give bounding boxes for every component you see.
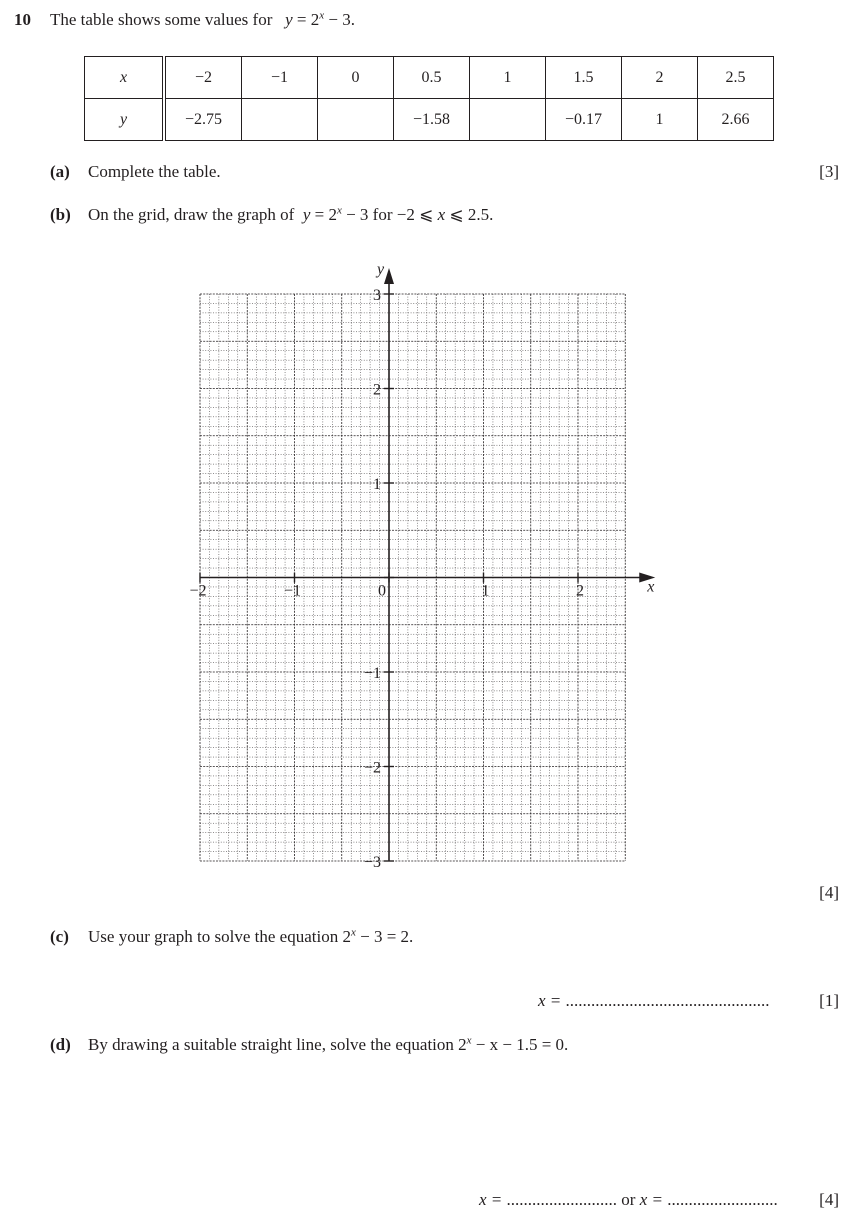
- part-b-eq-y: y: [302, 205, 311, 224]
- table-x-cell: 1: [470, 57, 546, 99]
- values-table: [84, 56, 774, 141]
- table-x-cell: 0.5: [394, 57, 470, 99]
- table-y-cell: −1.58: [394, 99, 470, 141]
- part-c-eq-base: 2: [342, 927, 351, 946]
- table-y-cell-blank[interactable]: [470, 99, 546, 141]
- part-b-eq-x: x: [437, 205, 446, 224]
- part-c-answer-line[interactable]: [538, 991, 770, 1011]
- part-b-text-pre: On the grid, draw the graph of: [88, 205, 295, 224]
- y-tick-label: −3: [363, 854, 381, 871]
- question-equation-tail: − 3.: [328, 10, 355, 29]
- part-d-answer-line[interactable]: [479, 1190, 778, 1210]
- part-d-answer-dots1[interactable]: ..........................: [506, 1190, 618, 1209]
- part-a-label: (a): [50, 162, 70, 181]
- table-y-cell: −2.75: [164, 99, 242, 141]
- y-tick-label: −2: [363, 759, 381, 777]
- table-x-cell: −2: [164, 57, 242, 99]
- table-row-x: [85, 57, 774, 99]
- y-tick-label: 2: [373, 381, 381, 399]
- graph-grid[interactable]: [180, 252, 680, 882]
- x-tick-label: 1: [481, 582, 490, 600]
- part-b-eq-end: ⩽ 2.5.: [449, 205, 494, 224]
- y-tick-label: −1: [363, 665, 381, 682]
- table-y-cell: 1: [622, 99, 698, 141]
- x-axis-label: x: [647, 578, 655, 596]
- y-axis-arrow-icon: [384, 268, 394, 284]
- y-tick-label: 1: [373, 476, 381, 493]
- tick-labels: [189, 287, 584, 871]
- question-intro-text: The table shows some values for: [50, 10, 273, 29]
- part-b-eq-exp: x: [336, 204, 342, 217]
- part-c-text-pre: Use your graph to solve the equation: [88, 927, 339, 946]
- question-equation-y: y: [285, 10, 293, 29]
- part-c-eq-tail: − 3 = 2.: [360, 927, 414, 946]
- table-y-cell-blank[interactable]: [318, 99, 394, 141]
- part-d-text: [88, 1035, 568, 1055]
- question-number: 10: [14, 10, 31, 29]
- part-d-answer-dots2[interactable]: ..........................: [667, 1190, 778, 1209]
- table-row-y: [85, 99, 774, 141]
- part-a-marks: [3]: [819, 162, 839, 181]
- y-tick-label: 3: [373, 287, 381, 304]
- x-tick-label: −2: [189, 582, 207, 600]
- part-d-text-pre: By drawing a suitable straight line, solve the equation: [88, 1035, 454, 1054]
- part-b-label: (b): [50, 205, 71, 224]
- table-x-cell: −1: [242, 57, 318, 99]
- part-c-text: [88, 927, 413, 947]
- x-tick-label: 2: [576, 582, 584, 600]
- question-equation-exp: x: [319, 9, 325, 22]
- question-intro: [50, 10, 355, 30]
- part-d-eq-base: 2: [458, 1035, 467, 1054]
- part-d-marks: [4]: [819, 1190, 839, 1209]
- table-x-cell: 2: [622, 57, 698, 99]
- table-y-cell-blank[interactable]: [242, 99, 318, 141]
- question-equation-eq: = 2: [296, 10, 320, 29]
- table-x-cell: 0: [318, 57, 394, 99]
- part-d-answer-var2: x =: [639, 1190, 663, 1209]
- part-d-answer-var1: x =: [479, 1190, 503, 1209]
- part-c-label: (c): [50, 927, 69, 946]
- part-b-eq-tail: − 3 for −2 ⩽: [346, 205, 434, 224]
- part-d-answer-or: or: [621, 1190, 636, 1209]
- part-c-marks: [1]: [819, 991, 839, 1010]
- table-x-cell: 2.5: [698, 57, 774, 99]
- y-axis-label: y: [377, 261, 385, 278]
- part-b-text: [88, 205, 493, 225]
- part-a-text: Complete the table.: [88, 162, 221, 181]
- table-x-header: x: [85, 57, 165, 99]
- x-tick-label: −1: [283, 582, 302, 600]
- part-d-eq-exp: x: [466, 1034, 472, 1047]
- part-c-answer-dots[interactable]: ................................................: [565, 991, 770, 1010]
- table-y-cell: −0.17: [546, 99, 622, 141]
- table-y-cell: 2.66: [698, 99, 774, 141]
- part-d-label: (d): [50, 1035, 71, 1054]
- part-d-eq-tail: − x − 1.5 = 0.: [475, 1035, 569, 1054]
- part-c-eq-exp: x: [350, 926, 356, 939]
- x-tick-label: 0: [378, 582, 386, 600]
- table-x-cell: 1.5: [546, 57, 622, 99]
- table-y-header: y: [85, 99, 165, 141]
- part-b-eq-mid: = 2: [314, 205, 337, 224]
- part-b-marks: [4]: [819, 883, 839, 902]
- part-c-answer-var: x =: [538, 991, 562, 1010]
- axes: [200, 268, 655, 861]
